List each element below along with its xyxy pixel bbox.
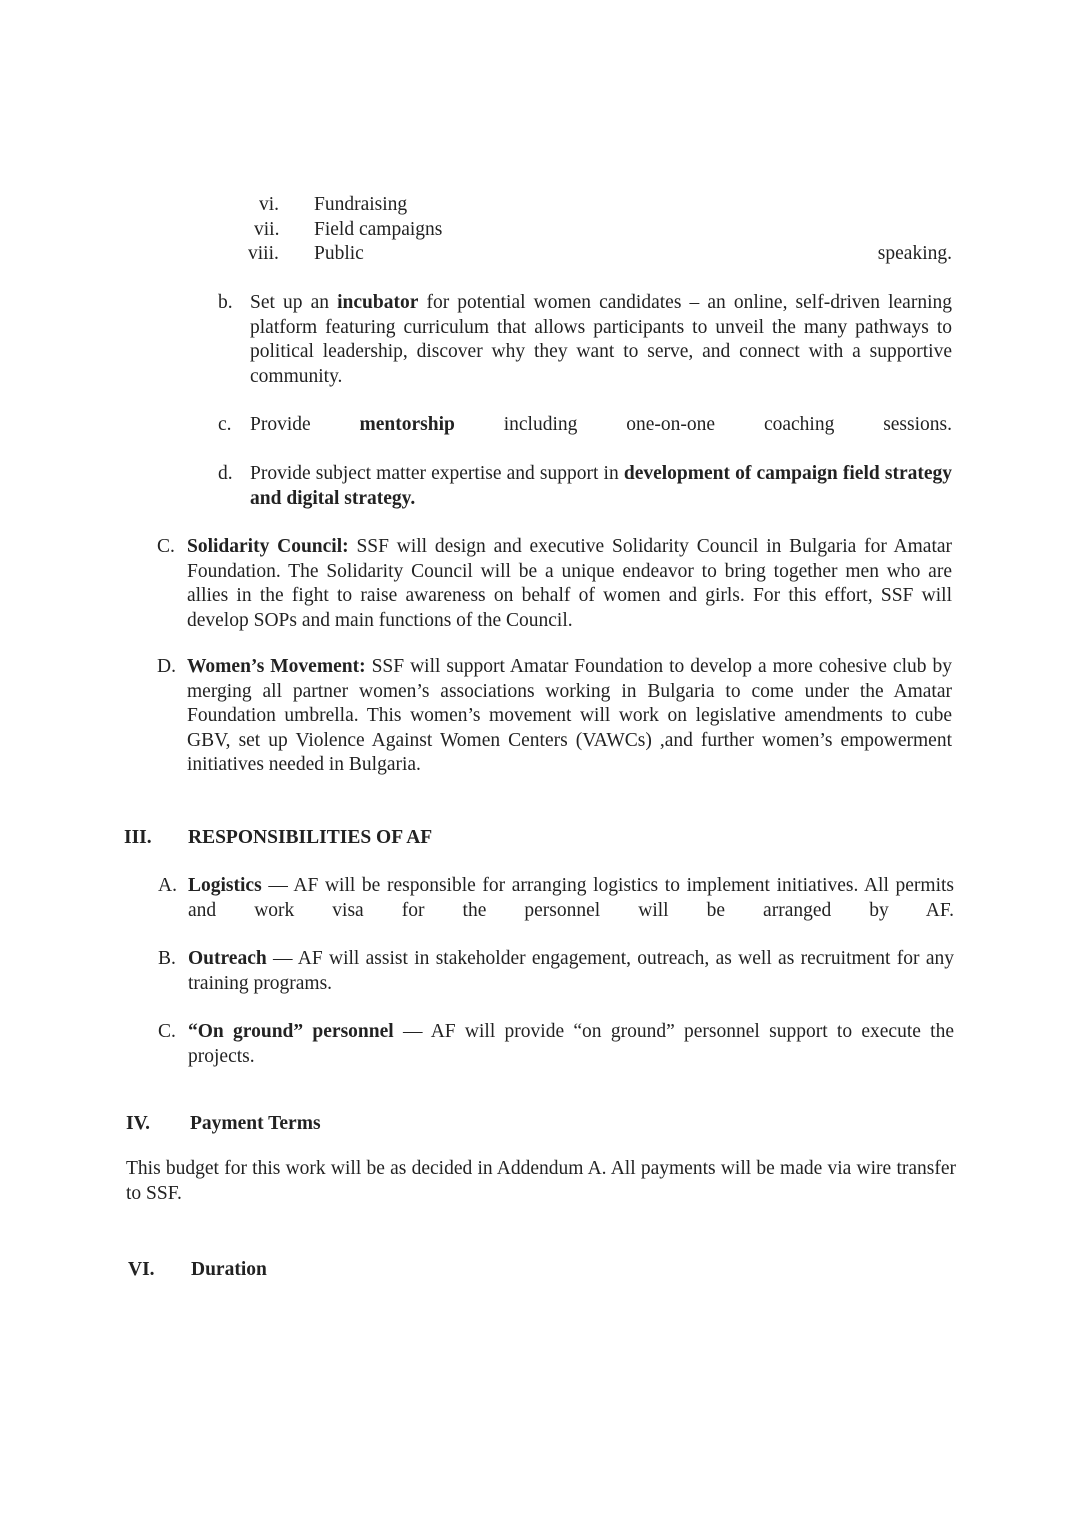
item-d-bold: development of campaign field strategy and digital strategy. bbox=[250, 463, 952, 509]
item-marker: b. bbox=[218, 292, 233, 313]
section-number: IV. bbox=[126, 1113, 151, 1134]
section-title: Payment Terms bbox=[190, 1113, 321, 1134]
list-item bbox=[0, 242, 1080, 267]
list-item-text: Field campaigns bbox=[314, 218, 443, 240]
item-marker: A. bbox=[158, 875, 177, 896]
item-marker: d. bbox=[218, 463, 233, 484]
outreach-title: Outreach bbox=[188, 948, 267, 969]
logistics-title: Logistics bbox=[188, 875, 262, 896]
list-marker: vii. bbox=[254, 218, 280, 240]
item-marker: C. bbox=[157, 536, 175, 557]
item-c-paragraph bbox=[250, 413, 952, 438]
item-d-text-pre: Provide subject matter expertise and support in bbox=[250, 463, 619, 484]
outreach-text: — AF will assist in stakeholder engagement, outreach, as well as recruitment for any training programs. bbox=[188, 948, 954, 994]
list-item-text: Fundraising bbox=[314, 194, 408, 215]
item-c-word: including bbox=[503, 414, 578, 435]
item-d-paragraph bbox=[250, 462, 952, 511]
item-marker: C. bbox=[158, 1021, 176, 1042]
item-marker: B. bbox=[158, 948, 176, 969]
on-ground-title: “On ground” personnel bbox=[188, 1021, 394, 1042]
solidarity-council-paragraph bbox=[187, 535, 952, 633]
solidarity-council-text: SSF will design and executive Solidarity Council in Bulgaria for Amatar Foundation. The Solidarity Council will be a unique endeavor to bring together men who are allies in the fight to raise awareness on behalf of women and girls. For this effort, SSF will develop SOPs and main functions of the Council. bbox=[187, 536, 953, 631]
womens-movement-paragraph bbox=[187, 655, 952, 778]
roman-list bbox=[0, 193, 1080, 267]
section-number: VI. bbox=[128, 1259, 155, 1280]
item-b-bold: incubator bbox=[337, 292, 419, 313]
item-marker: c. bbox=[218, 414, 232, 435]
womens-movement-text: SSF will support Amatar Foundation to develop a more cohesive club by merging all partner women’s associations working in Bulgaria to come under the Amatar Foundation umbrella. This women’s movement will work on legislative amendments to cube GBV, set up Violence Against Women Centers (VAWCs) ,and further women’s empowerment initiatives needed in Bulgaria. bbox=[187, 656, 952, 775]
item-c-word: one-on-one bbox=[626, 414, 716, 435]
list-item bbox=[0, 193, 1080, 218]
section-title: RESPONSIBILITIES OF AF bbox=[188, 827, 433, 848]
womens-movement-title: Women’s Movement: bbox=[187, 656, 366, 677]
logistics-text: — AF will be responsible for arranging logistics to implement initiatives. All permits and work visa for the personnel will be arranged by AF. bbox=[188, 875, 954, 921]
item-c-word: sessions. bbox=[883, 414, 952, 435]
item-c-bold: mentorship bbox=[359, 414, 455, 435]
item-b-text-post: for potential women candidates – an online, self-driven learning platform featuring curriculum that allows participants to unveil the many pathways to political leadership, discover why they want to serve, and connect with a supportive community. bbox=[250, 292, 953, 387]
list-marker: viii. bbox=[248, 243, 279, 264]
section-number: III. bbox=[124, 827, 152, 848]
list-item-trailing-text: speaking. bbox=[877, 243, 952, 264]
on-ground-paragraph bbox=[188, 1020, 954, 1069]
item-b-text-pre: Set up an bbox=[250, 292, 330, 313]
item-c-word: coaching bbox=[763, 414, 835, 435]
item-marker: D. bbox=[157, 656, 176, 677]
list-item bbox=[0, 218, 1080, 243]
on-ground-text: — AF will provide “on ground” personnel support to execute the projects. bbox=[188, 1021, 955, 1067]
section-title: Duration bbox=[191, 1259, 267, 1280]
outreach-paragraph bbox=[188, 947, 954, 996]
list-marker: vi. bbox=[259, 194, 280, 215]
logistics-paragraph bbox=[188, 874, 954, 923]
payment-terms-paragraph: This budget for this work will be as decided in Addendum A. All payments will be made via wire transfer to SSF. bbox=[126, 1158, 956, 1204]
item-c-word: Provide bbox=[250, 414, 311, 435]
solidarity-council-title: Solidarity Council: bbox=[187, 536, 349, 557]
item-b-paragraph bbox=[250, 291, 952, 389]
list-item-text: Public bbox=[314, 243, 364, 264]
